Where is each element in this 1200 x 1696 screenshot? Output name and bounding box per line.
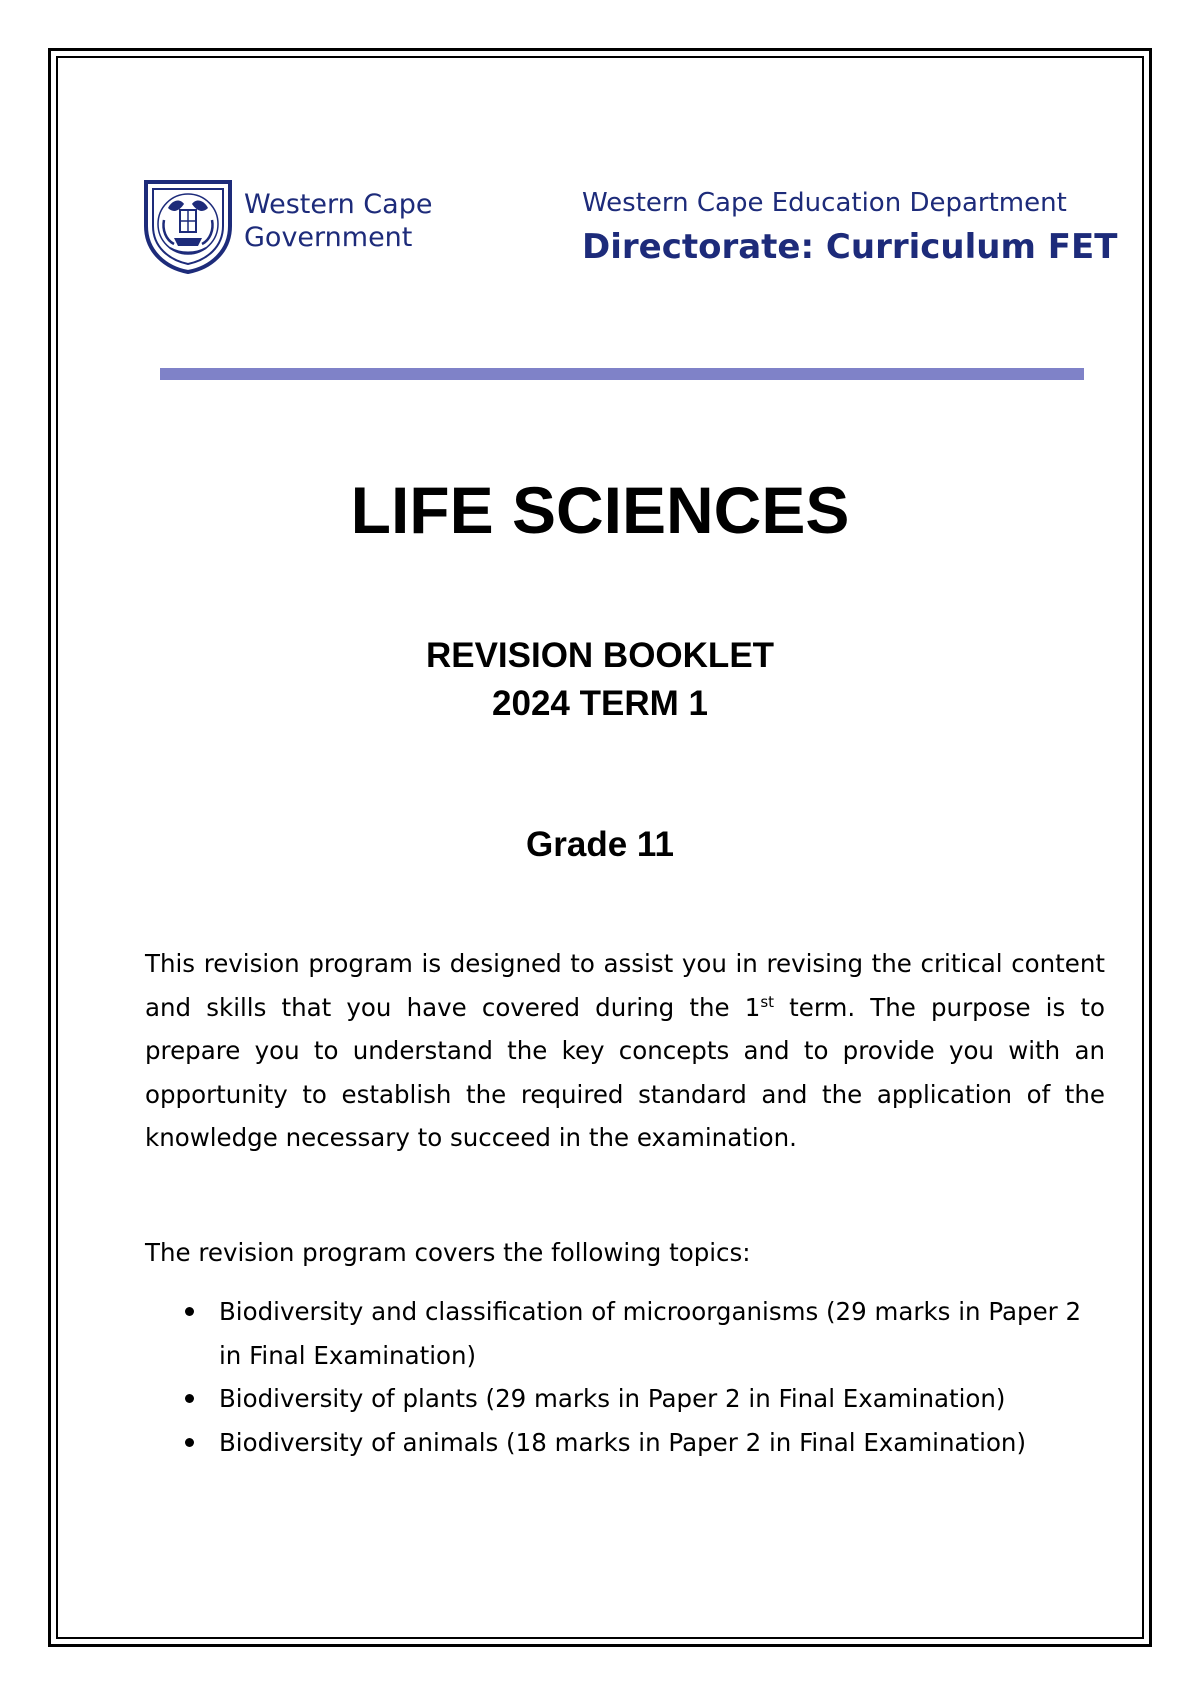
list-item — [145, 1290, 1105, 1377]
topics-intro: The revision program covers the following topics: — [145, 1238, 751, 1267]
header-divider — [160, 368, 1084, 380]
western-cape-coat-of-arms-logo — [140, 174, 236, 274]
grade-label: Grade 11 — [526, 825, 674, 864]
page-title: LIFE SCIENCES — [350, 473, 850, 547]
directorate-name: Directorate: Curriculum FET — [582, 227, 1118, 267]
subtitle-line1: REVISION BOOKLET — [425, 636, 775, 675]
logo-line1: Western Cape — [244, 189, 433, 220]
topic-text: Biodiversity and classification of microorganisms (29 marks in Paper 2 in Final Examination) — [219, 1297, 1082, 1370]
intro-text-start: This revision program is designed to assist you in revising the critical content and skills that you have covered during the 1 — [145, 949, 1105, 1022]
topic-text: Biodiversity of animals (18 marks in Paper 2 in Final Examination) — [219, 1427, 1027, 1457]
topic-text: Biodiversity of plants (29 marks in Paper 2 in Final Examination) — [219, 1384, 1006, 1413]
department-header — [582, 186, 1118, 270]
bullet-icon — [185, 1307, 194, 1316]
ordinal-suffix: st — [760, 992, 775, 1011]
booklet-subtitle — [0, 632, 1200, 728]
subtitle-line2: 2024 TERM 1 — [492, 684, 708, 723]
bullet-icon — [185, 1394, 194, 1403]
bullet-icon — [185, 1438, 194, 1447]
logo-wordmark — [244, 188, 432, 254]
logo-line2: Government — [244, 222, 413, 253]
topics-list — [145, 1290, 1105, 1464]
department-name: Western Cape Education Department — [582, 188, 1067, 218]
intro-paragraph — [145, 942, 1105, 1160]
list-item — [145, 1377, 1105, 1421]
intro-text-end: term. The purpose is to prepare you to understand the key concepts and to provide you with an opportunity to establish the required standard and the application of the knowledge necessary to succeed in the examination. — [145, 992, 1105, 1152]
list-item — [145, 1421, 1105, 1465]
